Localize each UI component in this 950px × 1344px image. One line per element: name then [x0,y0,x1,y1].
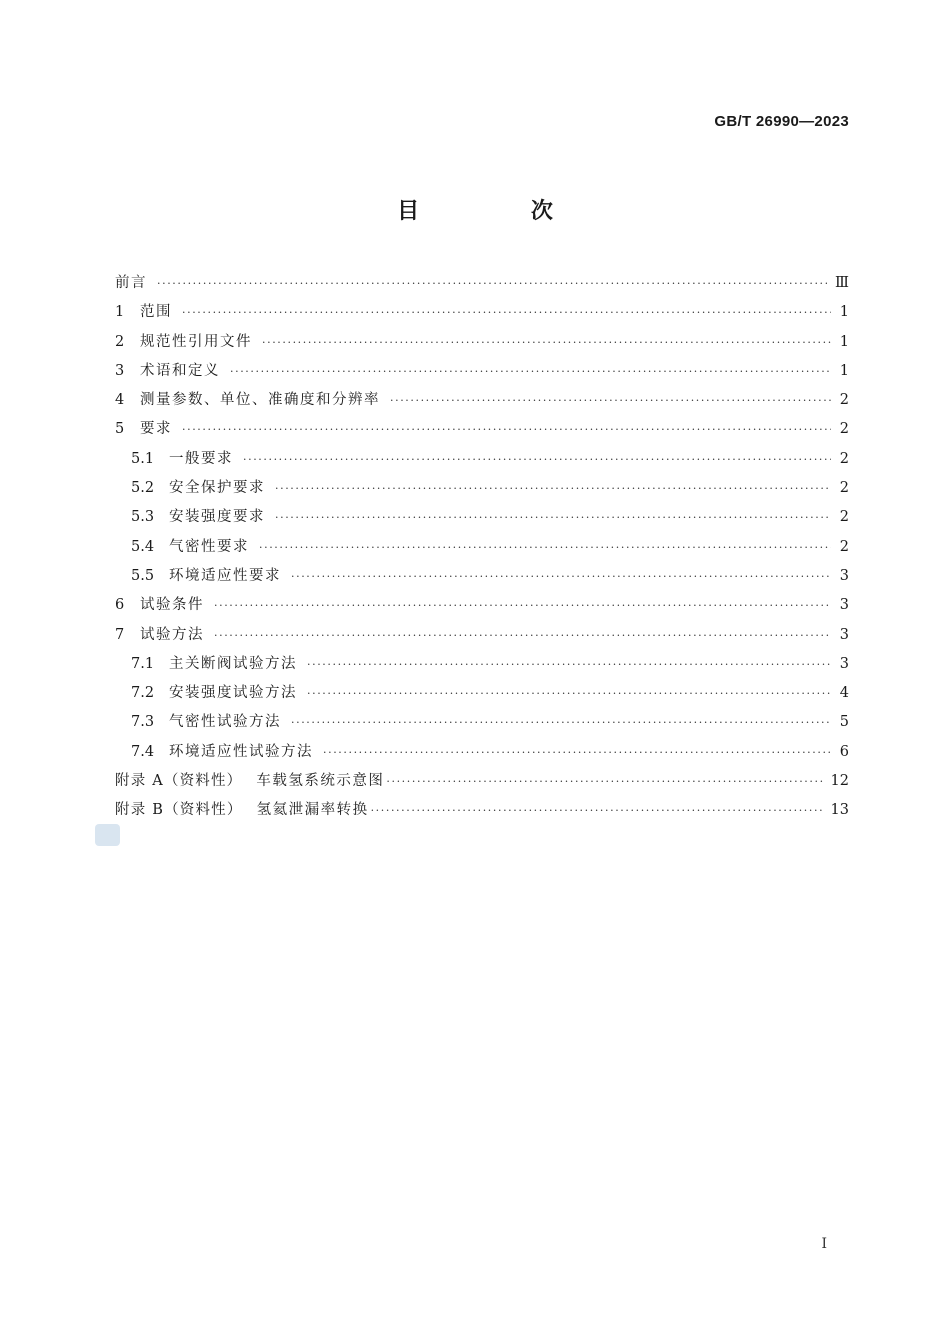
toc-entry[interactable] [115,738,849,767]
toc-entry[interactable] [115,445,849,474]
toc-leader-dots [323,738,831,767]
toc-entry-title: 安装强度要求 [169,509,265,526]
toc-entry[interactable] [115,679,849,708]
page-number: Ⅰ [821,1236,827,1252]
toc-leader-dots [262,328,831,357]
toc-entry-page: 2 [839,480,849,497]
toc-entry-page: 5 [839,714,849,731]
appendix-title: 车载氢系统示意图 [256,773,385,790]
appendix-label: 附录 A（资料性） [115,773,243,790]
toc-leader-dots [214,591,831,620]
toc-leader-dots [307,679,831,708]
sac-watermark-logo [95,824,120,846]
toc-leader-dots [275,503,831,532]
toc-entry-number: 5.2 [131,480,155,497]
table-of-contents [115,269,849,826]
toc-title: 目 次 [397,199,605,224]
toc-entry[interactable] [115,386,849,415]
appendix-page: 12 [830,773,849,790]
toc-entry-number: 5.4 [131,538,155,555]
toc-entry[interactable] [115,650,849,679]
toc-entry-page: 2 [839,392,849,409]
toc-entry-title: 主关断阀试验方法 [169,655,297,672]
toc-entry-number: 4 [115,392,125,409]
toc-leader-dots [182,298,831,327]
toc-entry-title: 一般要求 [169,450,233,467]
toc-entry-page: 4 [839,685,849,702]
toc-leader-dots [275,474,831,503]
toc-entry-number: 3 [115,362,125,379]
toc-entry[interactable] [115,357,849,386]
toc-entry-title: 试验方法 [140,626,204,643]
standard-code: GB/T 26990—2023 [714,113,849,130]
toc-entry-title: 范围 [140,304,172,321]
toc-entry-title: 测量参数、单位、准确度和分辨率 [140,392,380,409]
toc-entry-title: 试验条件 [140,597,204,614]
toc-entry-number: 2 [115,333,125,350]
toc-entry[interactable] [115,621,849,650]
toc-entry-number: 5 [115,421,125,438]
toc-entry-title: 前言 [115,275,147,291]
toc-entry-page: 3 [839,655,849,672]
toc-appendix-entry[interactable] [115,796,849,825]
appendix-page: 13 [830,802,849,819]
appendix-label: 附录 B（资料性） [115,802,243,819]
toc-entry-title: 安装强度试验方法 [169,685,297,702]
toc-entry[interactable] [115,474,849,503]
toc-entry-page: 1 [839,333,849,350]
toc-entry[interactable] [115,415,849,444]
toc-entry[interactable] [115,533,849,562]
toc-leader-dots [371,796,823,825]
toc-entry-page: 2 [839,509,849,526]
toc-entry[interactable] [115,591,849,620]
toc-entry[interactable] [115,708,849,737]
toc-entry-title: 安全保护要求 [169,480,265,497]
toc-entry-page: 1 [839,362,849,379]
toc-leader-dots [307,650,831,679]
toc-entry-page: 6 [839,743,849,760]
toc-entry-title: 规范性引用文件 [140,333,252,350]
toc-entry-page: 3 [839,567,849,584]
toc-entry-title: 要求 [140,421,172,438]
toc-leader-dots [157,269,827,298]
toc-entry-number: 5.3 [131,509,155,526]
appendix-title: 氢氦泄漏率转换 [256,802,369,819]
toc-entry-page: 3 [839,597,849,614]
toc-entry-page: 2 [839,538,849,555]
toc-entry-number: 7.4 [131,743,155,760]
toc-entry-number: 7 [115,626,125,643]
toc-leader-dots [243,445,831,474]
toc-entry[interactable] [115,298,849,327]
toc-entry[interactable] [115,503,849,532]
toc-leader-dots [214,621,831,650]
toc-leader-dots [386,767,822,796]
toc-entry-title: 气密性要求 [169,538,249,555]
toc-leader-dots [291,708,831,737]
toc-appendix-entry[interactable] [115,767,849,796]
toc-leader-dots [230,357,831,386]
toc-leader-dots [390,386,831,415]
toc-leader-dots [182,415,831,444]
toc-entry-title: 气密性试验方法 [169,714,281,731]
toc-entry-number: 7.1 [131,655,155,672]
toc-leader-dots [259,533,831,562]
toc-leader-dots [291,562,831,591]
toc-entry-number: 6 [115,597,125,614]
toc-entry[interactable] [115,562,849,591]
toc-entry-page: 2 [839,421,849,438]
toc-entry[interactable] [115,269,849,298]
toc-entry-page: Ⅲ [835,275,849,291]
toc-entry-title: 环境适应性试验方法 [169,743,313,760]
toc-entry-number: 1 [115,304,125,321]
toc-entry-number: 7.2 [131,685,155,702]
toc-entry[interactable] [115,328,849,357]
toc-entry-title: 环境适应性要求 [169,567,281,584]
toc-entry-number: 7.3 [131,714,155,731]
toc-entry-page: 2 [839,450,849,467]
toc-entry-title: 术语和定义 [140,362,220,379]
toc-entry-page: 1 [839,304,849,321]
toc-entry-number: 5.1 [131,450,155,467]
toc-entry-page: 3 [839,626,849,643]
toc-entry-number: 5.5 [131,567,155,584]
